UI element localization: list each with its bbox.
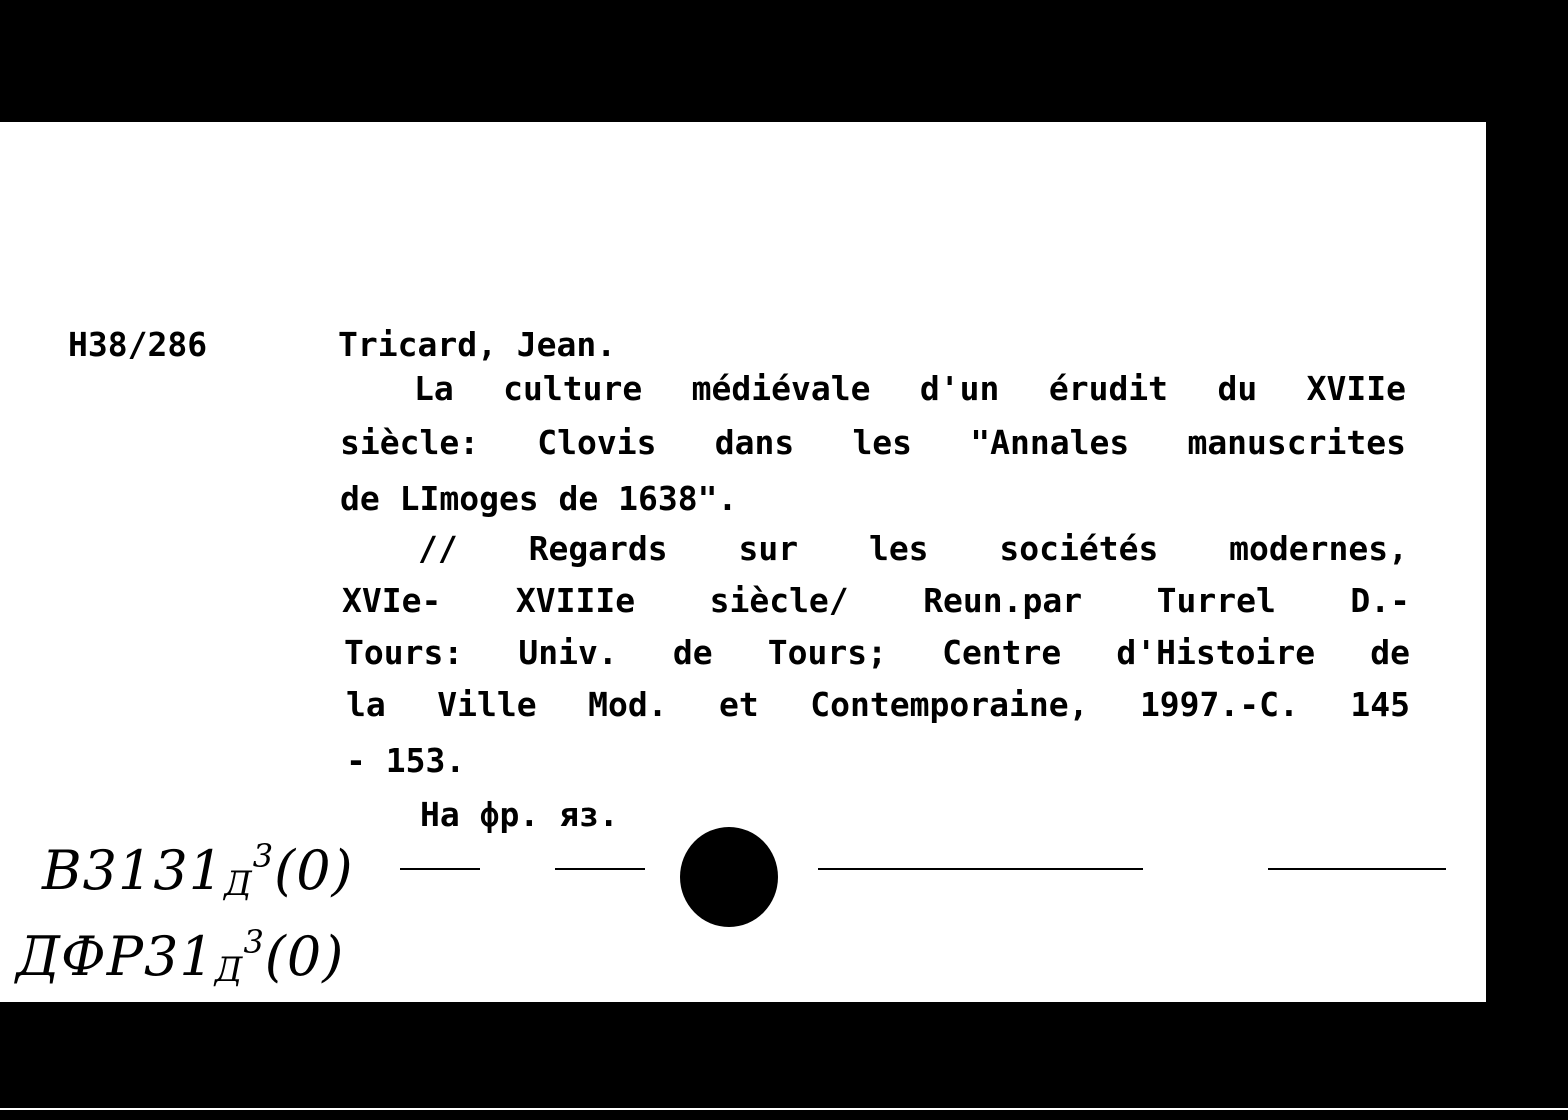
card-rule	[1268, 868, 1446, 870]
handwritten-index-2-sup: 3	[243, 923, 265, 961]
card-rule	[400, 868, 480, 870]
title-line: de LImoges de 1638".	[340, 479, 738, 518]
source-line: la Ville Mod. et Contemporaine, 1997.-C. 145	[346, 685, 1410, 724]
handwritten-index-1-main: B3131	[42, 839, 225, 902]
source-line: XVIe- XVIIIe siècle/ Reun.par Turrel D.-	[342, 581, 1410, 620]
handwritten-index-2-sub: Д	[214, 950, 244, 990]
catalog-card	[0, 122, 1486, 1002]
card-rule	[555, 868, 645, 870]
shelfmark: H38/286	[68, 325, 208, 364]
language-note: На фр. яз.	[420, 795, 619, 834]
source-line: - 153.	[346, 741, 466, 780]
handwritten-index-1-tail: (0)	[274, 839, 354, 902]
author-heading: Tricard, Jean.	[338, 325, 617, 364]
title-line: siècle: Clovis dans les "Annales manuscrites	[340, 423, 1406, 462]
source-line: // Regards sur les sociétés modernes,	[418, 529, 1408, 568]
handwritten-index-2	[16, 923, 345, 990]
handwritten-index-1	[42, 837, 354, 904]
punch-hole	[680, 827, 778, 927]
source-line: Tours: Univ. de Tours; Centre d'Histoire de	[344, 633, 1410, 672]
scan-edge-line	[0, 1108, 1568, 1110]
handwritten-index-1-sup: 3	[252, 837, 275, 875]
card-rule	[818, 868, 1143, 870]
handwritten-index-2-main: ДФР31	[16, 925, 215, 988]
title-line: La culture médiévale d'un érudit du XVIIe	[414, 369, 1406, 408]
handwritten-index-2-tail: (0)	[264, 925, 345, 988]
handwritten-index-1-sub: Д	[224, 864, 253, 904]
